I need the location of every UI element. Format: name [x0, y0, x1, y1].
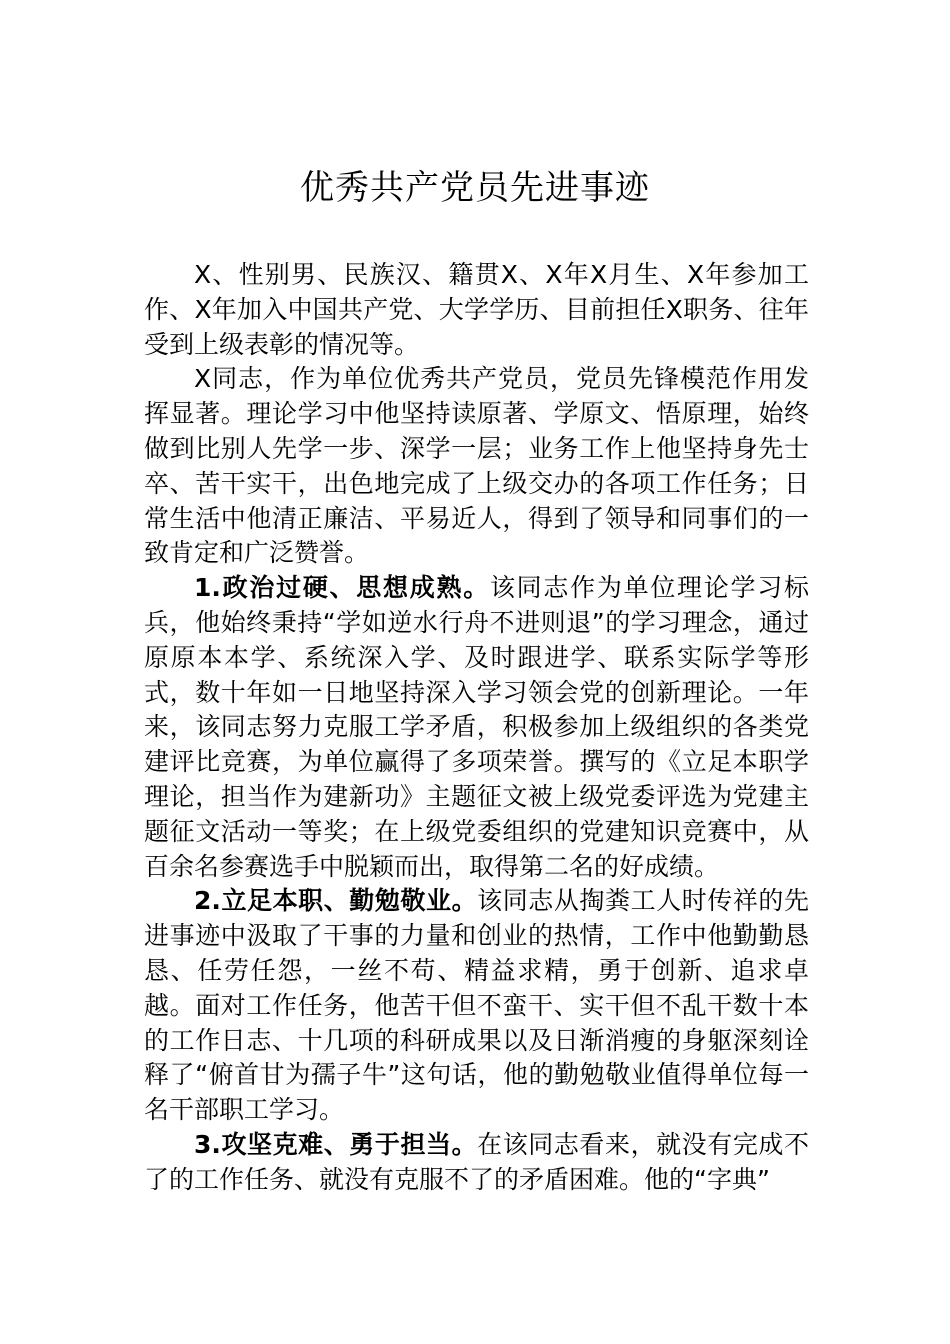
paragraph-politics: [144, 571, 809, 884]
paragraph-heading: 1.政治过硬、思想成熟。: [194, 573, 490, 603]
paragraph-heading: 2.立足本职、勤勉敬业。: [194, 886, 478, 916]
paragraph-heading: 3.攻坚克难、勇于担当。: [194, 1129, 478, 1159]
paragraph-text: X、性别男、民族汉、籍贯X、X年X月生、X年参加工作、X年加入中国共产党、大学学历、目前担任X职务、往年受到上级表彰的情况等。: [144, 260, 809, 359]
paragraph-dedication: [144, 884, 809, 1128]
document-title: 优秀共产党员先进事迹: [300, 168, 650, 208]
document-body: [144, 258, 809, 1198]
paragraph-text: 该同志作为单位理论学习标兵，他始终秉持“学如逆水行舟不进则退”的学习理念，通过原原本本学、系统深入学、及时跟进学、联系实际学等形式，数十年如一日地坚持深入学习领会党的创新理论。一年来，该同志努力克服工学矛盾，积极参加上级组织的各类党建评比竞赛，为单位赢得了多项荣誉。撰写的《立足本职学理论，担当作为建新功》主题征文被上级党委评选为党建主题征文活动一等奖；在上级党委组织的党建知识竞赛中，从百余名参赛选手中脱颖而出，取得第二名的好成绩。: [144, 573, 809, 881]
paragraph-summary: [144, 362, 809, 571]
paragraph-text: X同志，作为单位优秀共产党员，党员先锋模范作用发挥显著。理论学习中他坚持读原著、学原文、悟原理，始终做到比别人先学一步、深学一层；业务工作上他坚持身先士卒、苦干实干，出色地完成了上级交办的各项工作任务；日常生活中他清正廉洁、平易近人，得到了领导和同事们的一致肯定和广泛赞誉。: [144, 364, 809, 568]
paragraph-text: 该同志从掏粪工人时传祥的先进事迹中汲取了干事的力量和创业的热情，工作中他勤勤恳恳、任劳任怨，一丝不苟、精益求精，勇于创新、追求卓越。面对工作任务，他苦干但不蛮干、实干但不乱干数十本的工作日志、十几项的科研成果以及日渐消瘦的身躯深刻诠释了“俯首甘为孺子牛”这句话，他的勤勉敬业值得单位每一名干部职工学习。: [144, 886, 809, 1125]
paragraph-text: 在该同志看来，就没有完成不了的工作任务、就没有克服不了的矛盾困难。他的“字典”: [144, 1129, 809, 1194]
paragraph-responsibility: [144, 1128, 809, 1198]
paragraph-intro: [144, 258, 809, 362]
